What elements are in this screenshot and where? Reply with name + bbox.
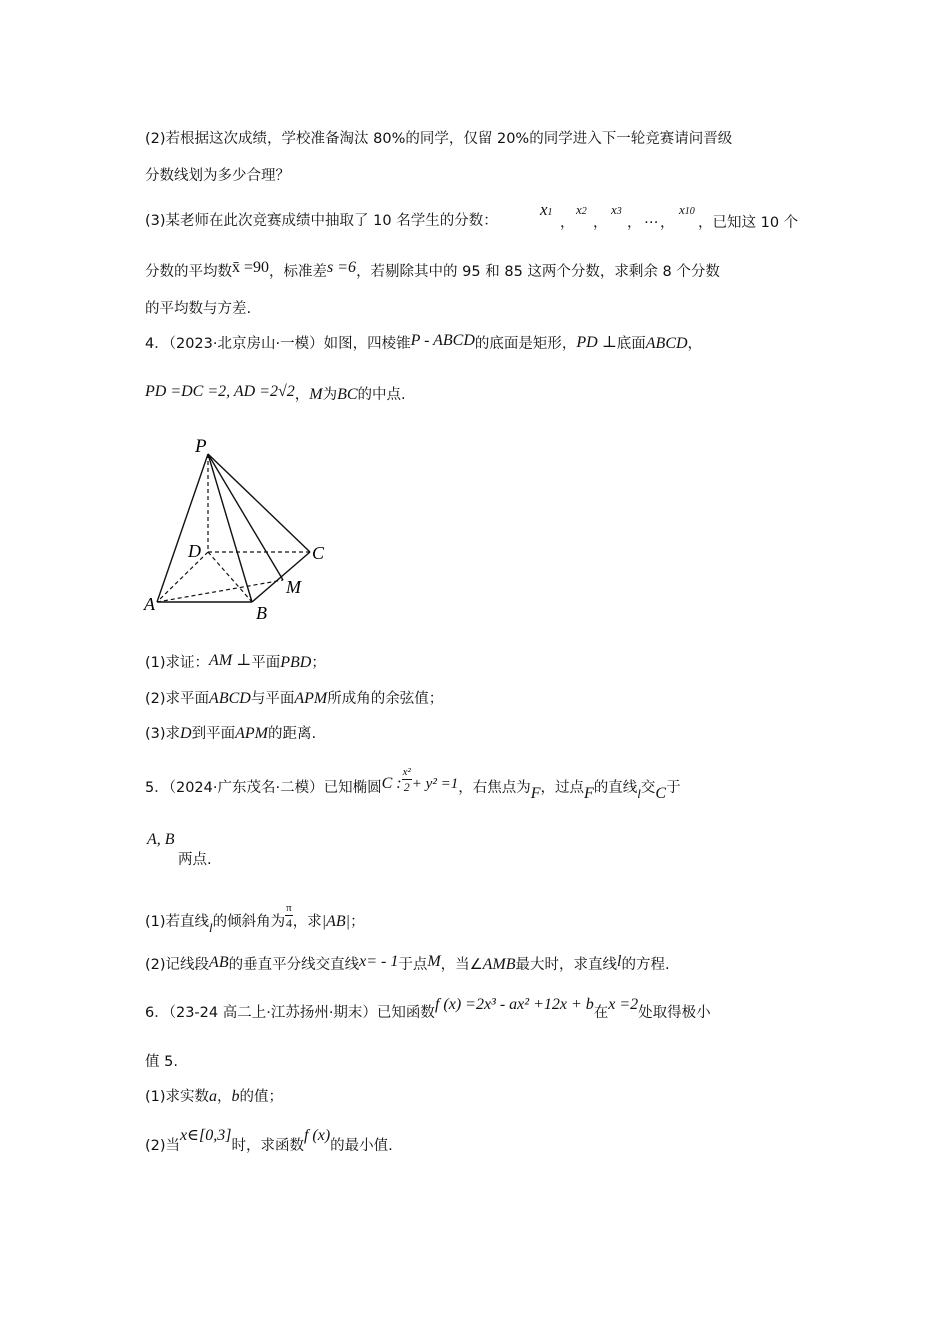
- label-M: M: [286, 577, 301, 597]
- q4-sub2: (2)求平面ABCD与平面APM所成角的余弦值；: [145, 690, 444, 707]
- label-P: P: [195, 436, 207, 457]
- edge-DB-hidden: [208, 552, 252, 602]
- function-definition: f (x) =2x³ - ax² +12x + b: [434, 996, 594, 1013]
- q6-sub2: (2)当x∈[0,3]时，求函数f (x)的最小值.: [145, 1127, 393, 1154]
- comma: ，: [660, 215, 675, 231]
- q3-part3-line1: [145, 211, 498, 231]
- pyramid-name: P - ABCD: [410, 332, 475, 349]
- q3-part2-line1: (2)若根据这次成绩，学校准备淘汰 80%的同学，仅留 20%的同学进入下一轮竞赛请问晋级: [145, 131, 733, 147]
- q6-sub1: (1)求实数a，b的值；: [145, 1088, 284, 1105]
- x2-var: x2: [576, 202, 587, 217]
- q5-sub1: (1)若直线l的倾斜角为 $\frac{\pi}{4}$ ，求|AB|；: [145, 902, 365, 935]
- pi-over-4: $\frac{\pi}{4}$: [285, 902, 292, 930]
- x3-var: x3: [611, 202, 622, 217]
- q4-condition-line: PD =DC =2, AD =2√2，M为BC的中点.: [145, 383, 406, 403]
- q3-part3-line2: 分数的平均数x̄ =90，标准差s =6，若剔除其中的 95 和 85 这两个分数，求剩余 8 个分数: [145, 259, 720, 280]
- x1-var: x1: [540, 200, 553, 219]
- label-B: B: [256, 603, 267, 623]
- q6-line2: 值 5.: [145, 1054, 178, 1070]
- comma: ，: [560, 215, 575, 231]
- q3-part3-suffix: ，已知这 10 个: [698, 215, 799, 231]
- q3-part3-line3: 的平均数与方差.: [145, 301, 252, 317]
- x10-var: x10: [679, 202, 695, 217]
- length-conditions: PD =DC =2, AD =2√2: [145, 383, 295, 400]
- mean-expression: x̄ =90: [232, 259, 270, 276]
- edge-BC: [252, 552, 310, 602]
- label-A: A: [144, 594, 155, 614]
- q4-heading: 4．（2023·北京房山·一模）如图，四棱锥P - ABCD的底面是矩形，PD ⊥底面ABCD，: [145, 332, 703, 352]
- perp-expression: PD ⊥: [576, 334, 617, 351]
- edge-PM: [208, 454, 283, 580]
- q3-part3-prefix: (3)某老师在此次竞赛成绩中抽取了 10 名学生的分数：: [145, 213, 498, 229]
- edge-PA: [157, 454, 208, 602]
- q4-sub3: (3)求D到平面APM的距离.: [145, 725, 317, 742]
- comma: ，: [627, 215, 642, 231]
- q4-sub1: (1)求证：AM ⊥平面PBD；: [145, 652, 326, 671]
- edge-PB: [208, 454, 252, 602]
- points-AB: A, B: [147, 831, 175, 848]
- q3-part2-line2: 分数线划为多少合理？: [145, 168, 290, 184]
- edge-PC: [208, 454, 310, 552]
- ellipse-fraction: $\frac{\text{x²}}{2}$: [402, 766, 411, 794]
- q5-two-points: 两点.: [178, 852, 212, 868]
- q6-heading: 6．（23-24 高二上·江苏扬州·期末）已知函数f (x) =2x³ - ax² +12x + b在x =2处取得极小: [145, 996, 711, 1021]
- comma: ，: [593, 215, 608, 231]
- interval-expression: x∈[0,3]: [180, 1127, 232, 1144]
- ellipsis: …: [644, 211, 659, 227]
- q5-heading: 5．（2024·广东茂名·二模）已知椭圆C : $\frac{\text{x²}}{2}$ + y² =1，右焦点为F，过点F的直线l交C于: [145, 766, 681, 802]
- pyramid-figure: [140, 432, 340, 627]
- label-D: D: [188, 541, 201, 561]
- q5-sub2: (2)记线段AB的垂直平分线交直线x= - 1于点M，当∠AMB最大时，求直线l的方程.: [145, 953, 670, 973]
- label-C: C: [312, 543, 325, 563]
- stddev-expression: s =6: [327, 259, 357, 276]
